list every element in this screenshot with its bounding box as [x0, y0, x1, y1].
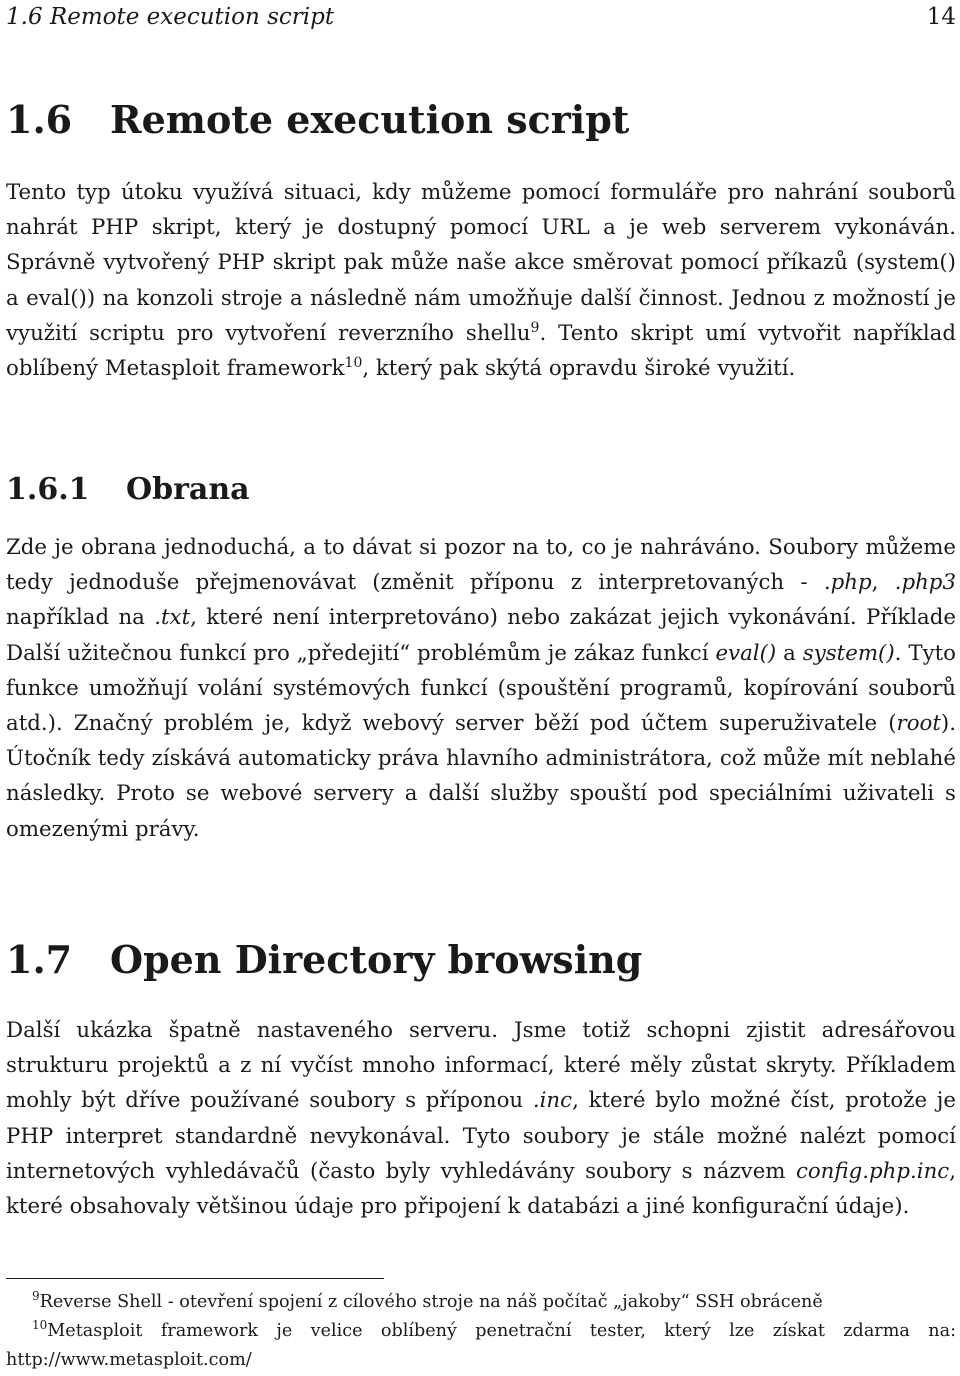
- footnote-9: [6, 1288, 956, 1317]
- paragraph-text: ,: [871, 570, 895, 596]
- footnote-ref-9[interactable]: 9: [530, 319, 540, 336]
- paragraph-text: , které bylo možné číst, protože je PHP interpret standardně nevykonával. Tyto soubory je stále možné nalézt pomocí internetových vyhledávačů (často byly vyhledávány soubory s názvem: [6, 1088, 956, 1184]
- emphasis: eval(): [715, 640, 777, 666]
- section-heading-1-7: [6, 938, 642, 982]
- footnote-mark: 10: [32, 1318, 48, 1333]
- emphasis: system(): [802, 640, 895, 666]
- emphasis: .txt: [154, 605, 191, 631]
- paragraph-text: ). Útočník tedy získává automaticky práva hlavního administrátora, což může mít neblahé následky. Proto se webové servery a další služby spouští pod speciálními uživateli s omezenými právy.: [6, 711, 956, 842]
- paragraph-text: , které není interpretováno) nebo zakázat jejich vykonávání. Příklade Další užitečnou funkcí pro „předejití“ problémům je zákaz funkcí: [6, 605, 956, 666]
- page-number: 14: [926, 4, 956, 30]
- paragraph-text: . Tento skript umí vytvořit například oblíbený Metasploit framework: [6, 320, 956, 382]
- paragraph-obrana: [6, 530, 956, 847]
- paragraph-text: Tento typ útoku využívá situaci, kdy můžeme pomocí formuláře pro nahrání souborů nahrát PHP skript, který je dostupný pomocí URL a je web serverem vykonáván. Správně vytvořený PHP skript pak může naše akce směrovat pomocí příkazů (system() a eval()) na konzoli stroje a následně nám umožňuje další činnost. Jednou z možností je využití scriptu pro vytvoření reverzního shellu: [6, 180, 956, 346]
- emphasis: .php: [823, 570, 872, 596]
- section-title: Obrana: [126, 472, 250, 507]
- paragraph-open-directory: [6, 1013, 956, 1224]
- section-number: 1.6: [6, 97, 73, 142]
- emphasis: .inc: [532, 1088, 573, 1114]
- section-number: 1.7: [6, 937, 73, 982]
- footnote-rule: [6, 1278, 384, 1279]
- footnote-10: [6, 1317, 956, 1375]
- emphasis: .php3: [894, 570, 956, 596]
- paragraph-text: , který pak skýtá opravdu široké využití.: [362, 356, 796, 382]
- footnote-ref-10[interactable]: 10: [344, 354, 363, 371]
- paragraph-text: . Tyto funkce umožňují volání systémových funkcí (spouštění programů, kopírování souborů atd.). Značný problém je, když webový server běží pod účtem superuživatele (: [6, 640, 956, 737]
- footnotes: [6, 1288, 956, 1375]
- section-title: Open Directory browsing: [110, 937, 643, 982]
- paragraph-text: Zde je obrana jednoduchá, a to dávat si pozor na to, co je nahráváno. Soubory můžeme tedy jednoduše přejmenovávat (změnit příponu z interpretovaných -: [6, 535, 956, 596]
- emphasis: config.php.inc: [795, 1158, 950, 1184]
- paragraph-remote-execution: [6, 175, 956, 386]
- paragraph-text: , které obsahovaly většinou údaje pro připojení k databázi a jiné konfigurační údaje).: [6, 1158, 956, 1220]
- section-number: 1.6.1: [6, 472, 90, 507]
- section-title: Remote execution script: [110, 97, 630, 142]
- subsection-heading-1-6-1: [6, 472, 250, 508]
- running-header-title: 1.6 Remote execution script: [6, 4, 335, 30]
- paragraph-text: Další ukázka špatně nastaveného serveru. Jsme totiž schopni zjistit adresářovou strukturu projektů a z ní vyčíst mnoho informací, které měly zůstat skryty. Příkladem mohly být dříve používané soubory s příponou: [6, 1018, 956, 1114]
- footnote-mark: 9: [32, 1289, 40, 1304]
- footnote-text: Reverse Shell - otevření spojení z cílového stroje na náš počítač „jakoby“ SSH obráceně: [39, 1292, 823, 1312]
- paragraph-text: například na: [6, 605, 155, 631]
- running-header: [6, 2, 956, 32]
- section-heading-1-6: [6, 98, 629, 142]
- footnote-text: Metasploit framework je velice oblíbený penetrační tester, který lze získat zdarma na: http://www.metasploit.com/: [6, 1321, 956, 1370]
- paragraph-text: a: [776, 640, 803, 666]
- emphasis: root: [896, 711, 941, 737]
